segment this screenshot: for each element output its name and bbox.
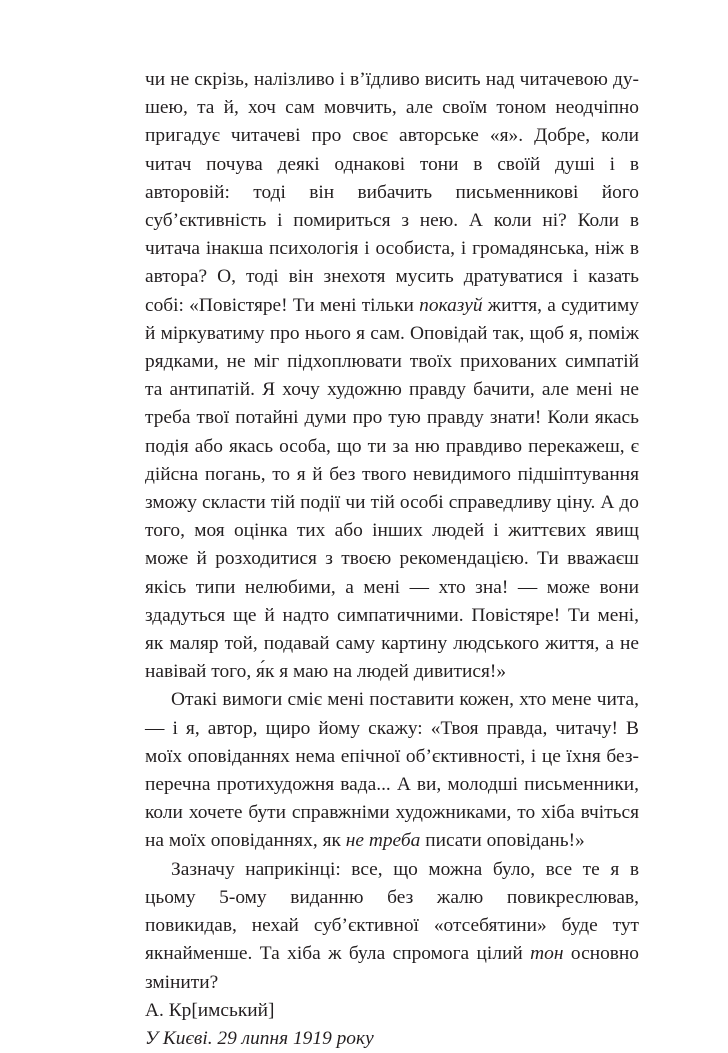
text-run: Зазначу наприкінці: все, що можна було, все те я в цьому 5-ому виданню без жалю повикреслював, повикидав, нехай суб’єктивної «отсебятини» буде тут якнайменше. Та хіба ж була спромога цілий — [145, 858, 639, 965]
text-run: писати оповідань!» — [420, 830, 585, 852]
italic-emphasis: не треба — [345, 830, 421, 852]
text-run: Отакі вимоги сміє мені поставити кожен, хто мене чита, — і я, автор, щиро йому скажу: «Твоя правда, читачу! В моїх оповіданнях нема епічної об’єктивності, і це їхня безперечна протихудожня вада... А ви, молодші письменники, коли хочете бути справжніми художниками, то хіба вчіться на моїх оповіданнях, як — [145, 689, 639, 852]
text-run: життя, а судитиму й міркуватиму про нього я сам. Оповідай так, щоб я, поміж рядками, не міг підхоплювати твоїх прихованих симпатій та антипатій. Я хочу художню правду бачити, але мені не треба твої потайні думи про тую правду знати! Коли якась подія або якась особа, що ти за ню правдиво перекажеш, є дійсна погань, то я й без твого невидимого підшіптування зможу скласти тій події чи тій особі справедливу ціну. А до того, моя оцінка тих або інших людей і життєвих явищ може й розходитися з твоєю рекомендацією. Ти вважаєш якісь типи нелюбими, а мені — хто зна! — може вони здадуться ще й надто симпатичними. Повістяре! Ти мені, як маляр той, подавай саму картину людського життя, а не навівай того, я́к я маю на людей дивитися!» — [145, 294, 639, 683]
text-run: основно змінити? — [145, 943, 640, 993]
italic-emphasis: тон — [530, 943, 564, 965]
paragraph-2 — [145, 686, 639, 855]
paragraph-1 — [145, 66, 639, 686]
body-text — [145, 66, 639, 1053]
place-and-date: У Києві. 29 липня 1919 року — [145, 1027, 374, 1049]
text-run: чи не скрізь, налізливо і в’їдливо висить над читачевою душею, та й, хоч сам мовчить, але своїм тоном неодчіпно пригадує читачеві про своє авторське «я». Добре, коли читач почува деякі однакові тони в своїй душі і в авторовій: тоді він вибачить письменникові його суб’єктивність і помириться з нею. А коли ні? Коли в читача інакша психологія і особиста, і громадянська, ніж в автора? О, тоді він знехотя мусить дратуватися і казать собі: «Повістяре! Ти мені тільки — [145, 69, 639, 316]
author-signature: А. Кр[имський] — [145, 999, 275, 1021]
italic-emphasis: показуй — [419, 294, 483, 316]
paragraph-3 — [145, 856, 639, 997]
